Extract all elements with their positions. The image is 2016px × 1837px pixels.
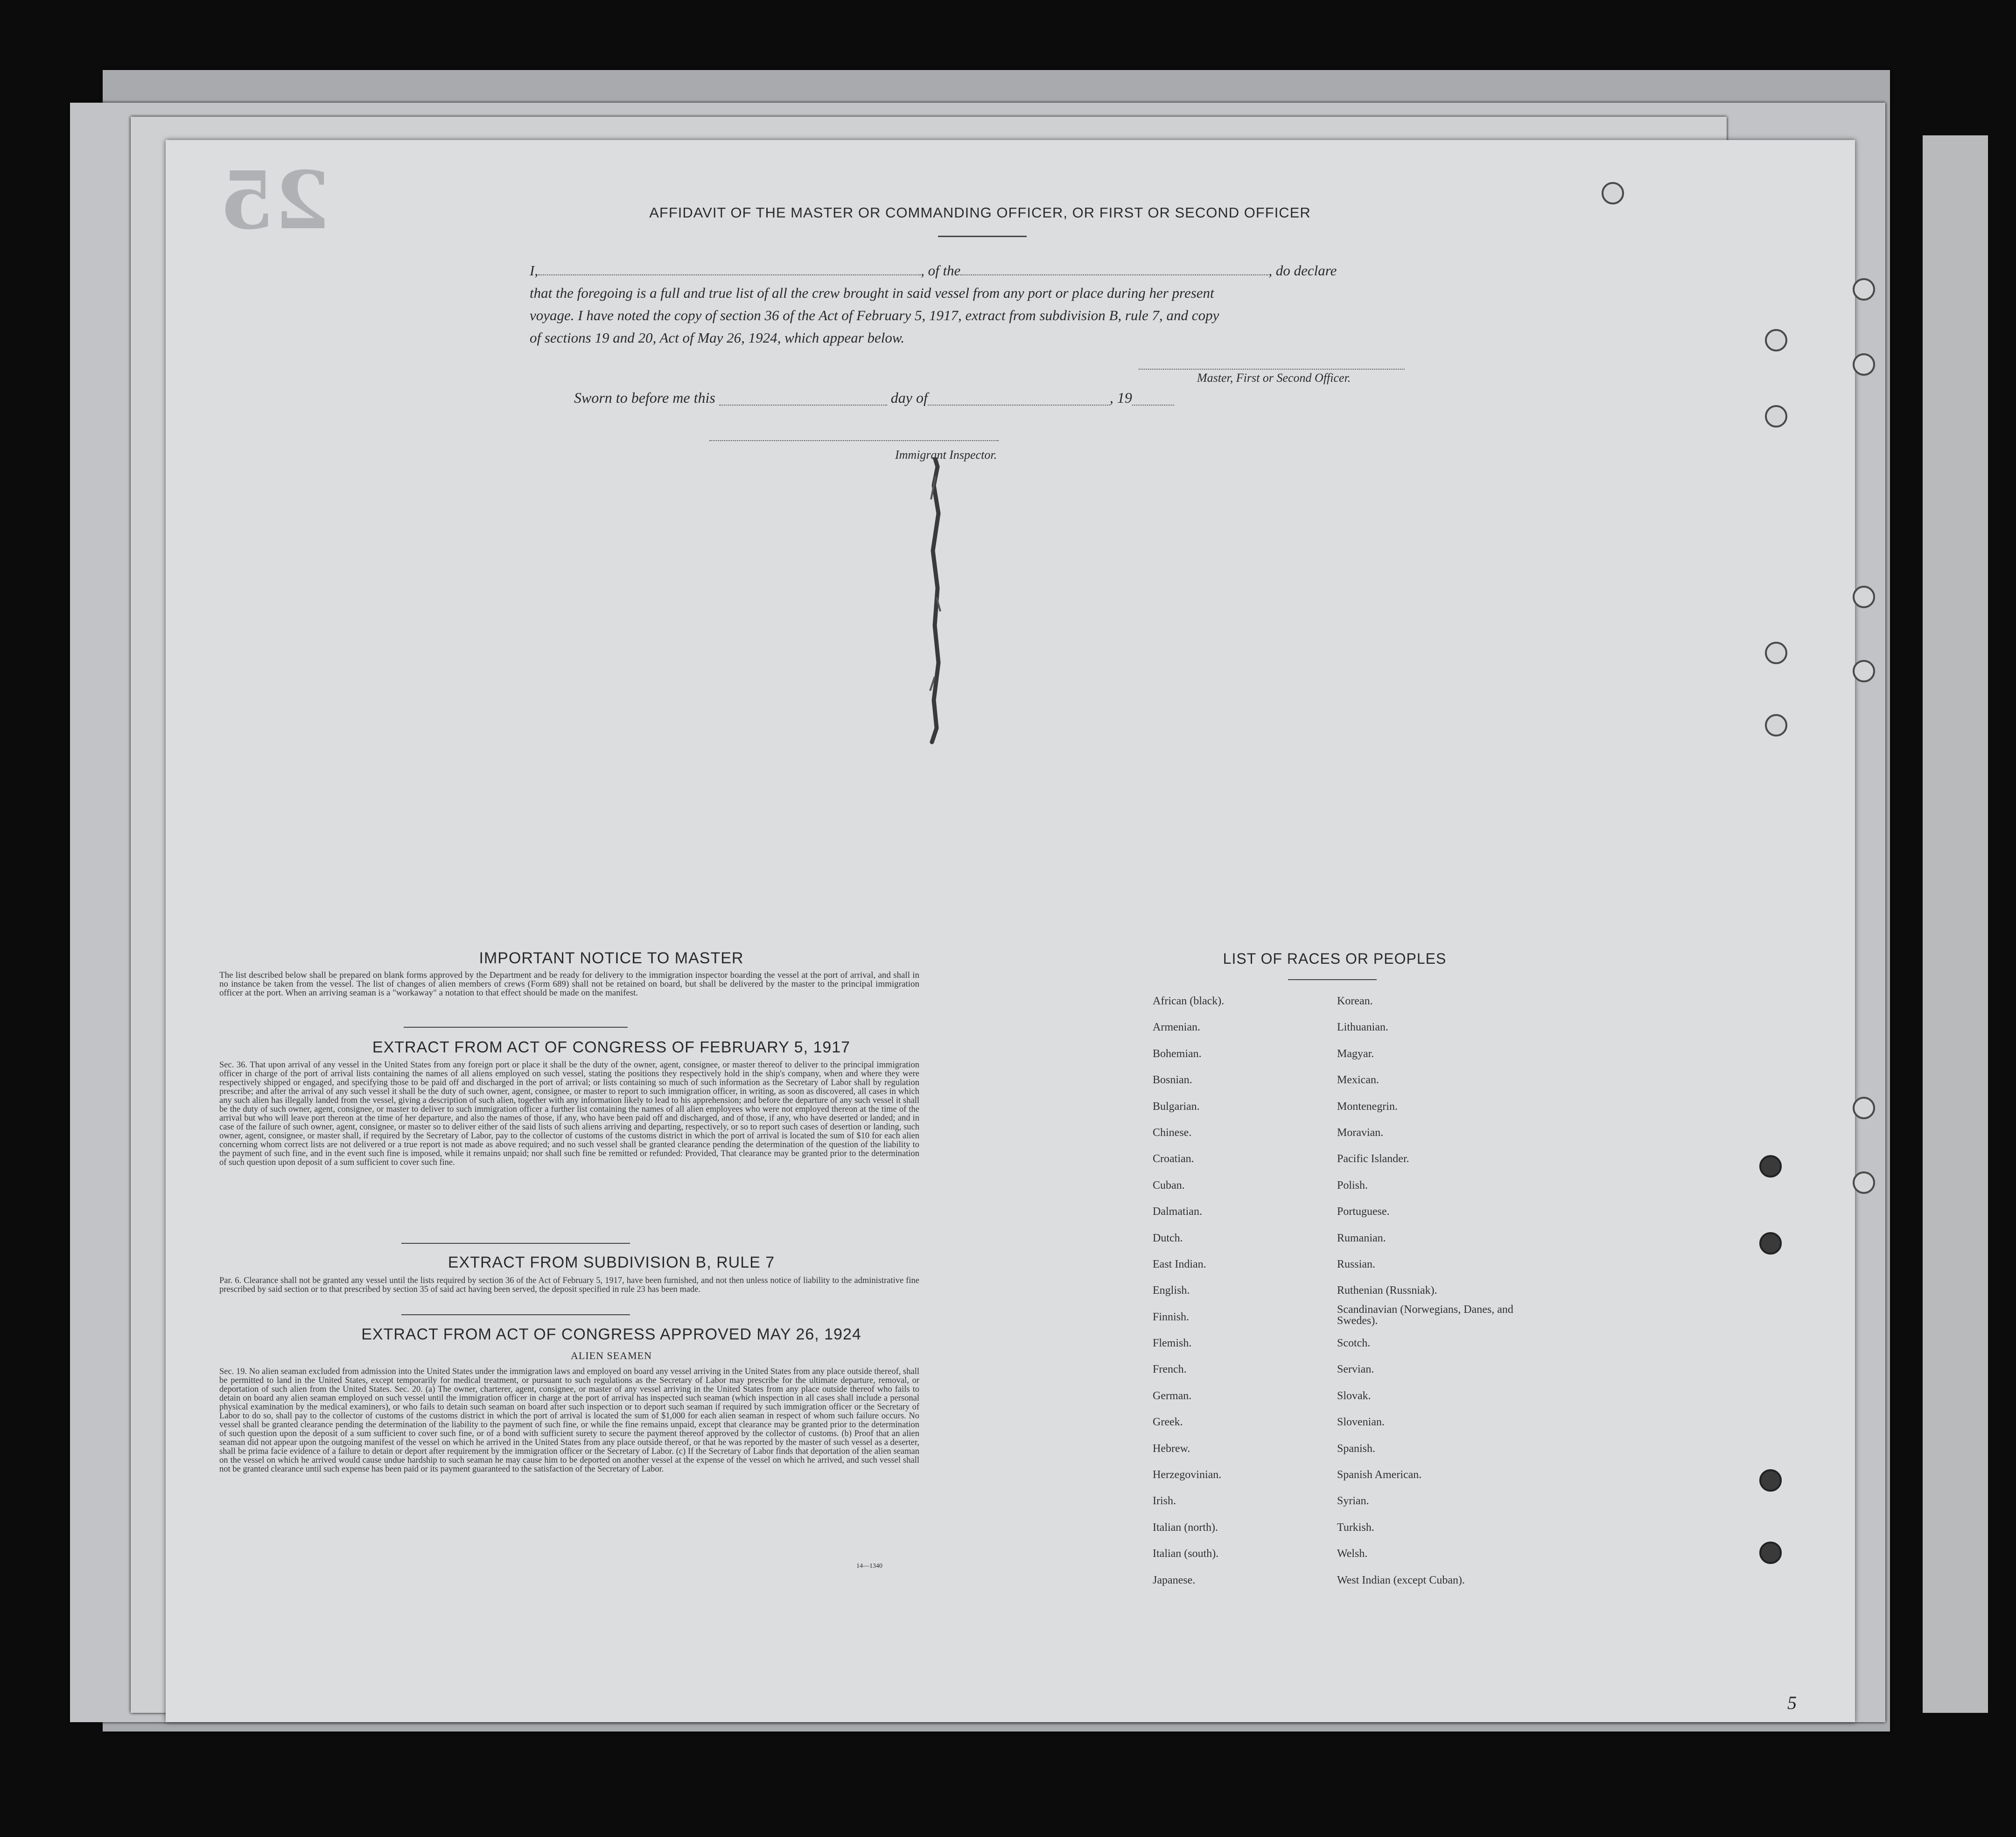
races-title: LIST OF RACES OR PEOPLES	[1223, 950, 1447, 967]
race-item: Rumanian.	[1337, 1232, 1386, 1244]
rule7-text: Par. 6. Clearance shall not be granted any vessel until the lists required by section 36 of the Act of February 5, 1917, have been furnished, and not then unless notice of liability to the administrative fine prescribed by said section or to that prescribed by section 35 of said act having been served, the deposit specified in rule 23 has been made.	[219, 1276, 919, 1294]
ghost-page-number: 25	[219, 154, 330, 247]
race-item: Servian.	[1337, 1363, 1374, 1376]
extract-1924-text: Sec. 19. No alien seaman excluded from admission into the United States under the immigration laws and employed on board any vessel arriving in the United States from any place outside thereof, shall be permitted to land in the United States, except temporarily for medical treatment, or pursuant to such regulations as the Secretary of Labor may prescribe for the ultimate departure, removal, or deportation of such alien from the United States. Sec. 20. (a) The owner, charterer, agent, consignee, or master of any vessel arriving in the United States from any place outside thereof who fails to detain on board any alien seaman employed on such vessel until the immigration officer in charge at the port of arrival has inspected such seaman (which inspection in all cases shall include a personal physical examination by the medical examiners), or who fails to detain such seaman on board after such inspection or to deport such seaman if required by such immigration officer or the Secretary of Labor to do so, shall pay to the collector of customs of the customs district in which the port of arrival is located the sum of $1,000 for each alien seaman in respect of whom such failure occurs. No vessel shall be granted clearance pending the determination of the liability to the payment of such fine, or while the fine remains unpaid, except that clearance may be granted prior to the determination of such question upon the deposit of a sum sufficient to cover such fine, or of a bond with sufficient surety to secure the payment thereof approved by the collector of customs. (b) Proof that an alien seaman did not appear upon the outgoing manifest of the vessel on which he arrived in the United States from any place outside thereof, or that he was reported by the master of such vessel as a deserter, shall be prima facie evidence of a failure to detain or deport after requirement by the immigration officer or the Secretary of Labor. (c) If the Secretary of Labor finds that deportation of the alien seaman on the vessel on which he arrived would cause undue hardship to such seaman he may cause him to be deported on another vessel at the expense of the vessel on which he arrived, and such vessel shall not be granted clearance until such expense has been paid or its payment guaranteed to the satisfaction of the Secretary of Labor.	[219, 1367, 919, 1474]
race-item: Ruthenian (Russniak).	[1337, 1284, 1437, 1297]
binder-hole	[1853, 586, 1875, 608]
notice-title: IMPORTANT NOTICE TO MASTER	[479, 949, 744, 967]
race-item: Croatian.	[1153, 1153, 1194, 1165]
race-item: Italian (south).	[1153, 1548, 1219, 1560]
vessel-blank[interactable]	[960, 274, 1268, 275]
binder-hole	[1853, 353, 1875, 376]
races-column-2	[1337, 988, 1519, 1593]
race-item: Hebrew.	[1153, 1442, 1190, 1455]
binder-hole	[1765, 714, 1787, 736]
sworn-year-blank[interactable]	[1132, 405, 1174, 406]
race-item: Bosnian.	[1153, 1074, 1192, 1087]
binder-hole	[1853, 1171, 1875, 1194]
race-item: Spanish American.	[1337, 1469, 1422, 1481]
race-item: Japanese.	[1153, 1574, 1196, 1586]
race-item: Italian (north).	[1153, 1521, 1218, 1534]
extract-1917-title: EXTRACT FROM ACT OF CONGRESS OF FEBRUARY 5, 1917	[372, 1038, 851, 1056]
inspector-signature-label: Immigrant Inspector.	[895, 448, 997, 462]
sworn-month-blank[interactable]	[928, 405, 1110, 406]
race-item: Moravian.	[1337, 1126, 1384, 1139]
race-item: Chinese.	[1153, 1126, 1192, 1139]
race-item: French.	[1153, 1363, 1187, 1376]
race-item: Armenian.	[1153, 1021, 1200, 1034]
race-item: Dalmatian.	[1153, 1206, 1202, 1218]
notice-divider	[404, 1027, 628, 1028]
declaration	[530, 259, 1440, 349]
races-divider	[1288, 979, 1377, 980]
affidavit-title: AFFIDAVIT OF THE MASTER OR COMMANDING OFFICER, OR FIRST OR SECOND OFFICER	[649, 204, 1311, 221]
race-item: Welsh.	[1337, 1548, 1368, 1560]
race-item: Dutch.	[1153, 1232, 1183, 1244]
notice-text: The list described below shall be prepared on blank forms approved by the Department and be ready for delivery to the immigration inspector boarding the vessel at the port of arrival, and shall in no instance be taken from the vessel. The list of changes of alien members of crews (Form 689) shall not be retained on board, but shall be delivered by the master to the principal immigration officer at the port. When an arriving seaman is a "workaway" a notation to that effect should be made on the manifest.	[219, 970, 919, 998]
corner-handwritten-mark: 5	[1787, 1692, 1797, 1713]
race-item: Slovenian.	[1337, 1416, 1385, 1429]
binder-hole	[1765, 405, 1787, 428]
race-item: German.	[1153, 1389, 1192, 1402]
title-divider	[938, 236, 1027, 237]
rule7-divider	[401, 1314, 630, 1315]
declaration-line-1: I, , of the , do declare	[530, 262, 1337, 279]
race-item: Scandinavian (Norwegians, Danes, and Swedes).	[1337, 1303, 1513, 1327]
ink-mark	[926, 457, 945, 747]
race-item: Bulgarian.	[1153, 1100, 1200, 1113]
race-item: West Indian (except Cuban).	[1337, 1574, 1465, 1586]
race-item: Greek.	[1153, 1416, 1183, 1429]
binder-hole	[1759, 1542, 1782, 1564]
races-column-1	[1153, 988, 1224, 1593]
binder-hole	[1759, 1155, 1782, 1178]
race-item: Magyar.	[1337, 1047, 1374, 1060]
race-item: Pacific Islander.	[1337, 1153, 1409, 1165]
race-item: Polish.	[1337, 1179, 1368, 1192]
race-item: Korean.	[1337, 995, 1373, 1007]
race-item: Spanish.	[1337, 1442, 1376, 1455]
race-item: Flemish.	[1153, 1337, 1192, 1350]
binder-hole	[1853, 1097, 1875, 1119]
binder-hole	[1759, 1232, 1782, 1255]
binder-hole	[1853, 660, 1875, 682]
race-item: Lithuanian.	[1337, 1021, 1388, 1034]
race-item: Finnish.	[1153, 1311, 1190, 1323]
form-number: 14—1340	[856, 1563, 882, 1570]
race-item: East Indian.	[1153, 1258, 1206, 1270]
sworn-statement: Sworn to before me this day of , 19	[574, 389, 1174, 407]
binder-hole	[1759, 1469, 1782, 1492]
binder-hole	[1765, 329, 1787, 351]
rule7-title: EXTRACT FROM SUBDIVISION B, RULE 7	[448, 1254, 775, 1271]
race-item: Herzegovinian.	[1153, 1469, 1222, 1481]
extract-1917-text: Sec. 36. That upon arrival of any vessel in the United States from any foreign port or place it shall be the duty of the owner, agent, consignee, or master thereof to deliver to the principal immigration officer in charge of the port of arrival lists containing the names of all aliens employed on such vessel, stating the positions they respectively hold in the ship's company, when and where they were respectively shipped or engaged, and specifying those to be paid off and discharged in the port of arrival; or lists containing so much of such information as the Secretary of Labor shall by regulation prescribe; and after the arrival of any such vessel it shall be the duty of such owner, agent, consignee, or master to report to such immigration officer, in writing, as soon as discovered, all cases in which any such alien has illegally landed from the vessel, giving a description of such alien, together with any information likely to lead to his apprehension; and before the departure of any such vessel it shall be the duty of such owner, agent, consignee, or master to deliver to such immigration officer a further list containing the names of all alien employees who were not employed thereon at the time of the arrival but who will leave port thereon at the time of her departure, and also the names of those, if any, who have been paid off and discharged, and of those, if any, who have deserted or landed; and in case of the failure of such owner, agent, consignee, or master so to deliver either of the said lists of such aliens arriving and departing, respectively, or so to report such cases of desertion or landing, such owner, agent, consignee, or master shall, if required by the Secretary of Labor, pay to the collector of customs of the customs district in which the port of arrival is located the sum of $10 for each alien concerning whom correct lists are not delivered or a true report is not made as above required; and no such vessel shall be granted clearance pending the determination of the question of the liability to the payment of such fine, and in the event such fine is imposed, while it remains unpaid; nor shall such fine be remitted or refunded: Provided, That clearance may be granted prior to the determination of such question upon deposit of a sum sufficient to cover such fine.	[219, 1060, 919, 1167]
race-item: Cuban.	[1153, 1179, 1185, 1192]
race-item: Turkish.	[1337, 1521, 1374, 1534]
binder-hole	[1765, 642, 1787, 664]
race-item: Montenegrin.	[1337, 1100, 1398, 1113]
master-signature-line[interactable]	[1139, 369, 1405, 370]
race-item: English.	[1153, 1284, 1190, 1297]
inspector-signature-line[interactable]	[709, 440, 999, 441]
race-item: African (black).	[1153, 995, 1225, 1007]
race-item: Scotch.	[1337, 1337, 1371, 1350]
sworn-date-blank[interactable]	[719, 405, 887, 406]
race-item: Slovak.	[1337, 1389, 1371, 1402]
race-item: Mexican.	[1337, 1074, 1379, 1087]
declaration-line-2: that the foregoing is a full and true list of all the crew brought in said vessel from any port or place during her present	[530, 285, 1214, 301]
binder-hole	[1602, 182, 1624, 204]
extract-1917-divider	[401, 1243, 630, 1244]
alien-seamen-subtitle: ALIEN SEAMEN	[571, 1350, 652, 1361]
race-item: Portuguese.	[1337, 1206, 1390, 1218]
extract-1924-title: EXTRACT FROM ACT OF CONGRESS APPROVED MAY 26, 1924	[361, 1325, 861, 1343]
declaration-line-4: of sections 19 and 20, Act of May 26, 1924, which appear below.	[530, 330, 905, 346]
race-item: Russian.	[1337, 1258, 1376, 1270]
race-item: Irish.	[1153, 1495, 1176, 1507]
binder-hole	[1853, 278, 1875, 301]
declaration-line-3: voyage. I have noted the copy of section 36 of the Act of February 5, 1917, extract from subdivision B, rule 7, and copy	[530, 307, 1219, 323]
race-item: Bohemian.	[1153, 1047, 1202, 1060]
race-item: Syrian.	[1337, 1495, 1369, 1507]
name-blank[interactable]	[538, 274, 921, 275]
master-signature-label: Master, First or Second Officer.	[1197, 371, 1351, 385]
